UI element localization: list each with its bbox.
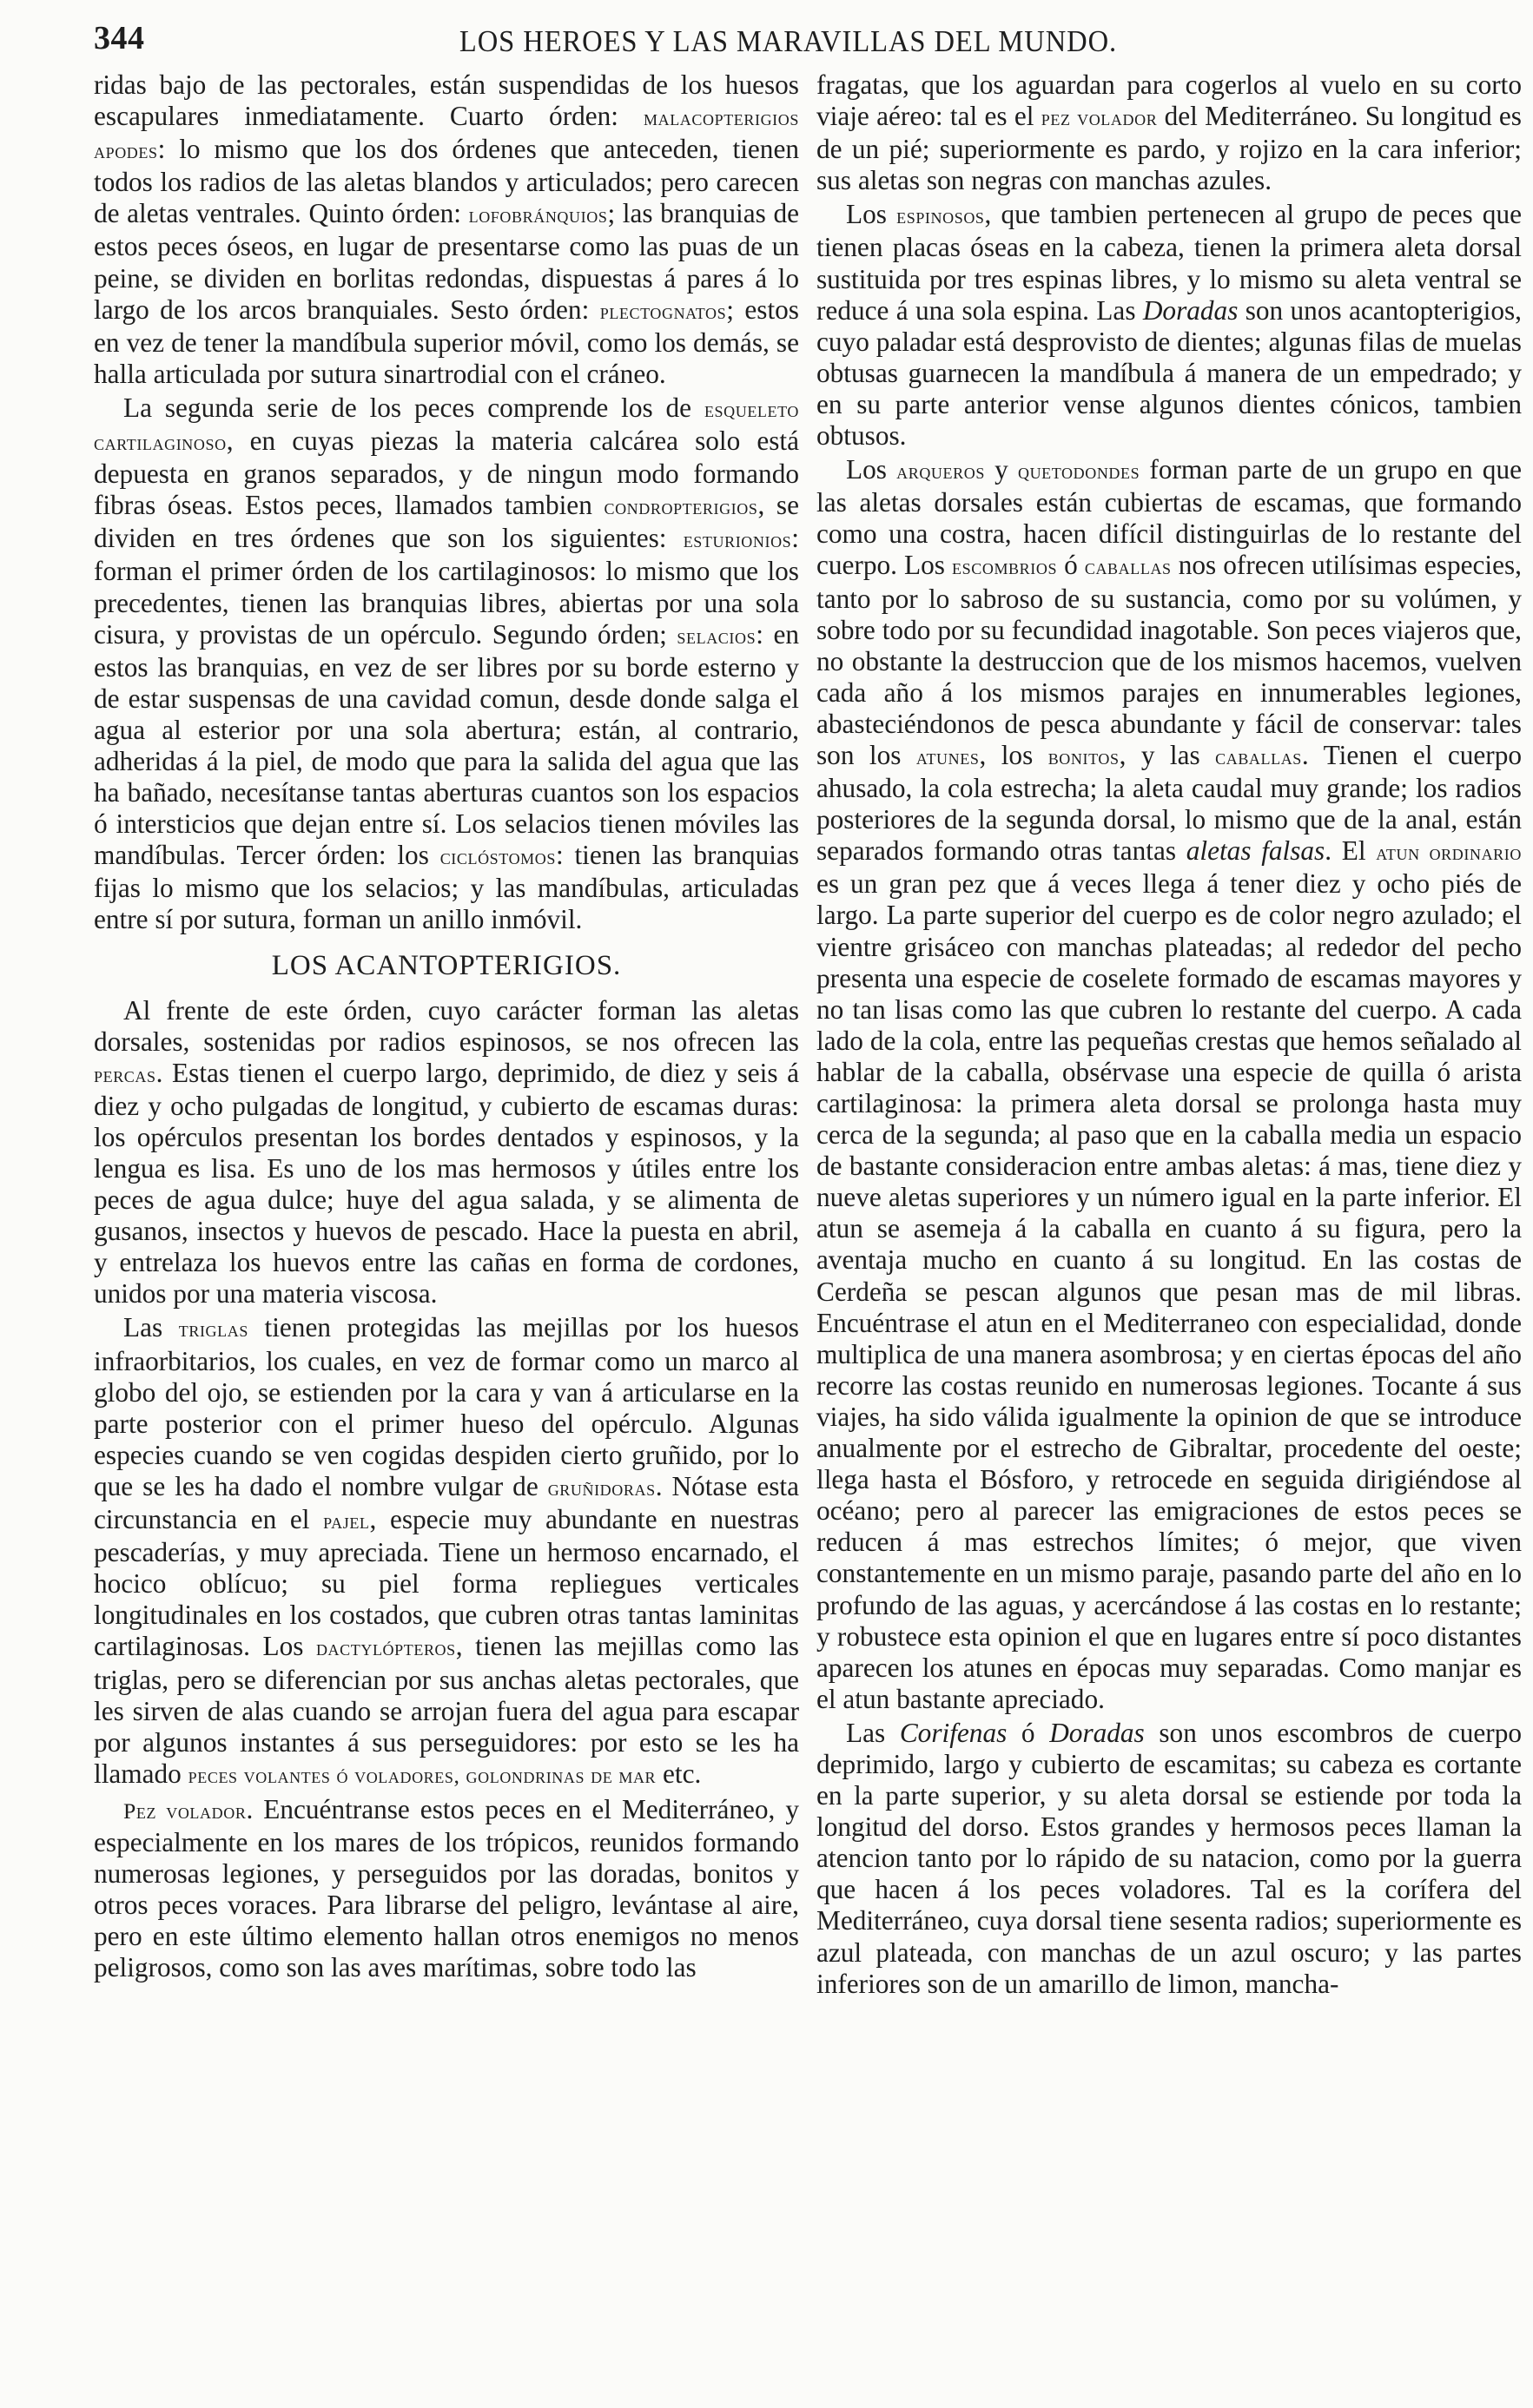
section-heading: LOS ACANTOPTERIGIOS. xyxy=(271,949,622,981)
right-column xyxy=(816,69,1522,2002)
term-italic: aletas falsas xyxy=(1186,835,1325,867)
term: Pez volador xyxy=(123,1798,247,1824)
running-title: LOS HEROES Y LAS MARAVILLAS DEL MUNDO. xyxy=(459,24,1118,58)
term: lofobránquios xyxy=(468,202,608,228)
term: atun ordinario xyxy=(1376,840,1522,866)
term: espinosos xyxy=(896,203,985,229)
term: gruñidoras xyxy=(547,1474,656,1501)
term: ciclóstomos xyxy=(439,844,556,870)
paragraph: Los espinosos, que tambien pertenecen al grupo de peces que tienen placas óseas en la cabeza, tienen la primera aleta dorsal sustituida por tres espinas libres, y lo mismo su aleta ventral se reduce á una sola espina. Las Doradas son unos acantopterigios, cuyo paladar está desprovisto de dientes; algunas filas de muelas obtusas guarnecen la mandíbula á manera de un empedrado; y en su parte anterior vense algunos dientes cónicos, tambien obtusos. xyxy=(816,199,1522,452)
term: pez volador xyxy=(1041,105,1158,131)
term: arqueros xyxy=(896,459,985,485)
term: dactylópteros xyxy=(315,1635,456,1661)
term-italic: Doradas xyxy=(1142,294,1239,326)
term: esqueleto cartilaginoso xyxy=(94,396,799,456)
term: caballas xyxy=(1084,554,1172,580)
term: quetodondes xyxy=(1017,459,1140,485)
paragraph: ridas bajo de las pectorales, están suspendidas de los huesos escapulares inmediatamente. Cuarto órden: malacopterigios apodes: lo mismo que los dos órdenes que anteceden, tienen todos los radios de las aletas blandos y articulados; pero carecen de aletas ventrales. Quinto órden: lofobránquios; las branquias de estos peces óseos, en lugar de presentarse como las puas de un peine, se dividen en borlitas redondas, dispuestas á pares á lo largo de los arcos branquiales. Sesto órden: plectognatos; estos en vez de tener la mandíbula superior móvil, como los demás, se halla articulada por sutura sinartrodial con el cráneo. xyxy=(94,69,799,389)
paragraph: Los arqueros y quetodondes forman parte de un grupo en que las aletas dorsales están cubiertas de escamas, que formando como una costra, hacen difícil distinguirlas de lo restante del cuerpo. Los escombrios ó caballas nos ofrecen utilísimas especies, tanto por lo sabroso de su sustancia, como por su volúmen, y sobre todo por su fecundidad inagotable. Son peces viajeros que, no obstante la destruccion que de los mismos hacemos, vuelven cada año á los mismos parajes en innumerables legiones, abasteciéndonos de pesca abundante y fácil de conservar: tales son los atunes, los bonitos, y las caballas. Tienen el cuerpo ahusado, la cola estrecha; la aleta caudal muy grande; los radios posteriores de la segunda dorsal, lo mismo que de la anal, están separados formando otras tantas aletas falsas. El atun ordinario es un gran pez que á veces llega á tener diez y ocho piés de largo. La parte superior del cuerpo es de color negro azulado; el vientre grisáceo con manchas plateadas; al rededor del pecho presenta una especie de coselete formado de escamas mayores y no tan lisas como las que cubren lo restante del cuerpo. A cada lado de la cola, entre las pequeñas crestas que hemos señalado al hablar de la caballa, obsérvase una especie de quilla ó arista cartilaginosa: la primera aleta dorsal se prolonga hasta muy cerca de la segunda; al paso que en la caballa media un espacio de bastante consideracion entre ambas aletas: á mas, tiene diez y nueve aletas superiores y un número igual en la parte inferior. El atun se asemeja á la caballa en cuanto á su figura, pero la aventaja mucho en cuanto á su longitud. En las costas de Cerdeña se pescan algunos que pesan mas de mil libras. Encuéntrase el atun en el Mediterraneo con especialidad, donde multiplica de una manera asombrosa; y en ciertas épocas del año recorre las costas reunido en numerosas legiones. Tocante á sus viajes, ha sido válida igualmente la opinion de que se introduce anualmente por el estrecho de Gibraltar, procedente del oeste; llega hasta el Bósforo, y retrocede en seguida dirigiéndose al océano; pero al parecer las emigraciones de estos peces se reducen á mas estrechos límites; ó mejor, que viven constantemente en un mismo paraje, pasando parte del año en lo profundo de las aguas, y acercándose á las costas en lo restante; y robustece esta opinion el que en lugares entre sí poco distantes aparecen los atunes en épocas muy separadas. Como manjar es el atun bastante apreciado. xyxy=(816,454,1522,1714)
term: triglas xyxy=(178,1316,248,1343)
term: malacopterigios apodes xyxy=(94,105,799,164)
paragraph: Las Corifenas ó Doradas son unos escombros de cuerpo deprimido, largo y cubierto de escamitas; su cabeza es cortante en la parte superior, y su aleta dorsal se estiende por toda la longitud del dorso. Estos grandes y hermosos peces llaman la atencion tanto por lo rápido de su natacion, como por la guerra que hacen á los peces voladores. Tal es la corífera del Mediterráneo, cuya dorsal tiene sesenta radios; superiormente es azul plateada, con manchas de un azul oscuro; y las partes inferiores son de un amarillo de limon, mancha- xyxy=(816,1717,1523,1999)
page-number: 344 xyxy=(94,20,145,56)
paragraph: Las triglas tienen protegidas las mejillas por los huesos infraorbitarios, los cuales, en vez de formar como un marco al globo del ojo, se estienden por la cara y van á articularse en la parte posterior con el primer hueso del opérculo. Algunas especies cuando se ven cogidas despiden cierto gruñido, por lo que se les ha dado el nombre vulgar de gruñidoras. Nótase esta circunstancia en el pajel, especie muy abundante en nuestras pescaderías, y muy apreciada. Tiene un hermoso encarnado, el hocico oblícuo; su piel forma repliegues verticales longitudinales en los costados, que cubren otras tantas laminitas cartilaginosas. Los dactylópteros, tienen las mejillas como las triglas, pero se diferencian por sus anchas aletas pectorales, que les sirven de alas cuando se arrojan fuera del agua para escapar por algunos instantes á sus perseguidores: por esto se les ha llamado peces volantes ó voladores, golondrinas de mar etc. xyxy=(94,1312,800,1789)
page-header xyxy=(94,19,1483,71)
term: pajel xyxy=(323,1508,370,1534)
term: peces volantes ó voladores, golondrinas de mar xyxy=(188,1762,657,1788)
term: plectognatos xyxy=(599,298,727,324)
term: selacios xyxy=(677,623,757,649)
paragraph: fragatas, que los aguardan para cogerlos al vuelo en su corto viaje aéreo: tal es el pez volador del Mediterráneo. Su longitud es de un pié; superiormente es pardo, y rojizo en la cara inferior; sus aletas son negras con manchas azules. xyxy=(816,69,1522,196)
paragraph: La segunda serie de los peces comprende los de esqueleto cartilaginoso, en cuyas piezas la materia calcárea solo está depuesta en granos separados, y de ningun modo formando fibras óseas. Estos peces, llamados tambien condropterigios, se dividen en tres órdenes que son los siguientes: esturionios: forman el primer órden de los cartilaginosos: lo mismo que los precedentes, tienen las branquias libres, abiertas por una sola cisura, y provistas de un opérculo. Segundo órden; selacios: en estos las branquias, en vez de ser libres por su borde esterno y de estar suspensas de una cavidad comun, desde donde salga el agua al esterior por una sola abertura; están, al contrario, adheridas á la piel, de modo que para la salida del agua que las ha bañado, necesítanse tantas aberturas cuantos son los espacios ó intersticios que dejan entre sí. Los selacios tienen móviles las mandíbulas. Tercer órden: los ciclóstomos: tienen las branquias fijas lo mismo que los selacios; y las mandíbulas, articuladas entre sí por sutura, forman un anillo inmóvil. xyxy=(94,392,800,935)
term: bonitos xyxy=(1047,743,1120,769)
term: caballas xyxy=(1215,743,1302,769)
term-italic: Doradas xyxy=(1049,1717,1145,1748)
term: atunes xyxy=(915,743,980,769)
left-column xyxy=(94,69,799,1986)
term-italic: Corifenas xyxy=(899,1717,1008,1748)
paragraph: Pez volador. Encuéntranse estos peces en el Mediterráneo, y especialmente en los mares de los trópicos, reunidos formando numerosas legiones, y perseguidos por las doradas, bonitos y otros peces voraces. Para librarse del peligro, levántase al aire, pero en este último elemento hallan otros enemigos no menos peligrosos, como son las aves marítimas, sobre todo las xyxy=(94,1793,799,1983)
term: condropterigios xyxy=(604,494,758,520)
term: percas xyxy=(94,1061,156,1087)
term: escombrios xyxy=(952,554,1058,580)
term: esturionios xyxy=(683,527,792,553)
paragraph: Al frente de este órden, cuyo carácter forman las aletas dorsales, sostenidas por radios espinosos, se nos ofrecen las percas. Estas tienen el cuerpo largo, deprimido, de diez y seis á diez y ocho pulgadas de longitud, y cubierto de escamas duras: los opérculos presentan los bordes dentados y espinosos, y la lengua es lisa. Es uno de los mas hermosos y útiles entre los peces de agua dulce; huye del agua salada, y se alimenta de gusanos, insectos y huevos de pescado. Hace la puesta en abril, y entrelaza los huevos entre las cañas en forma de cordones, unidos por una materia viscosa. xyxy=(94,994,799,1310)
